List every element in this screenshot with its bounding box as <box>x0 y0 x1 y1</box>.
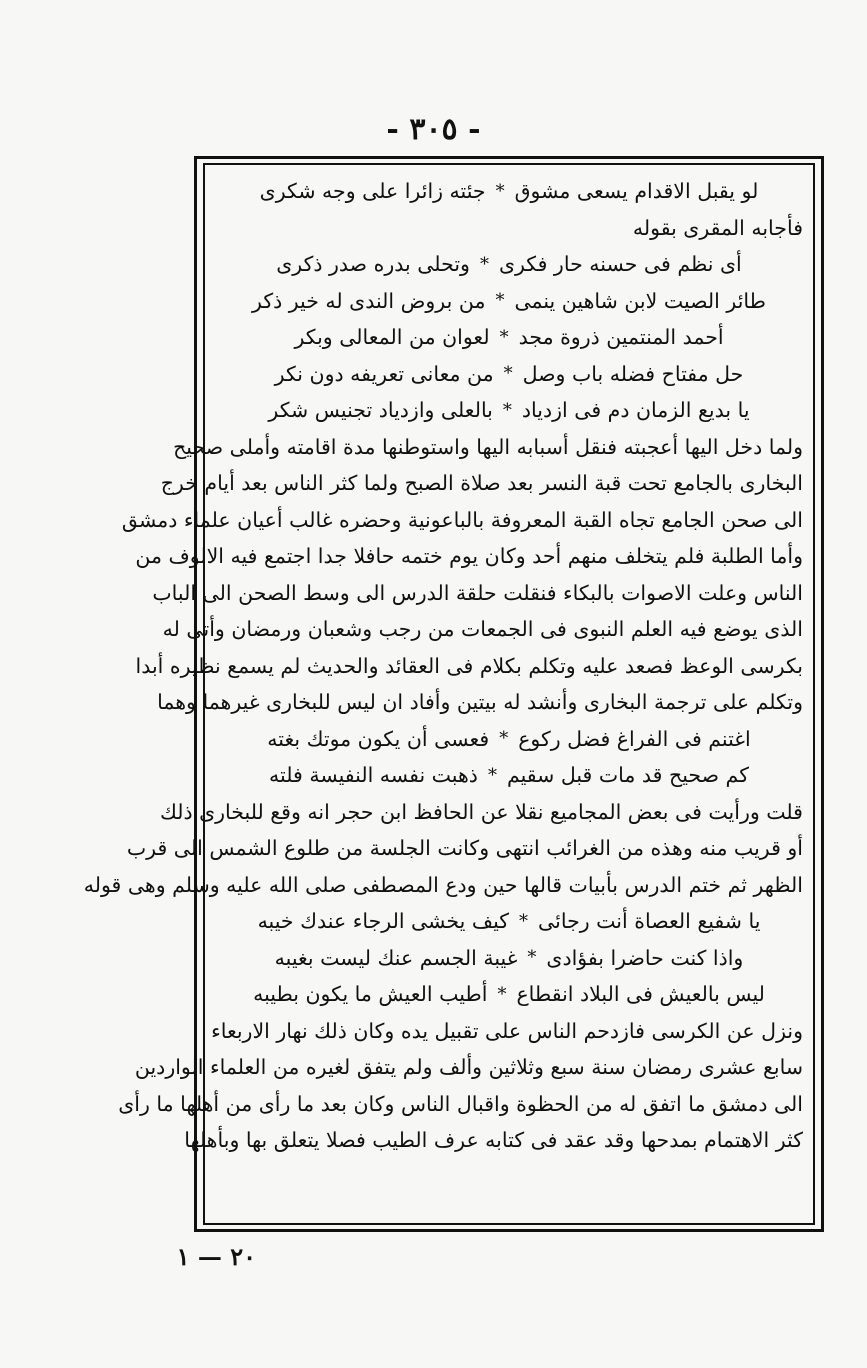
verse-line <box>215 940 803 977</box>
prose-line: كثر الاهتمام بمدحها وقد عقد فى كتابه عرف الطيب فصلا يتعلق بها وبأهلها <box>184 1128 803 1152</box>
verse-first-hemistich: لو يقبل الاقدام يسعى مشوق <box>514 179 759 204</box>
prose-line: بكرسى الوعظ فصعد عليه وتكلم بكلام فى العقائد والحديث لم يسمع نظيره أبدا <box>135 653 803 678</box>
verse-second-hemistich: وتحلى بدره صدر ذكرى <box>276 252 470 277</box>
prose-line: سابع عشرى رمضان سنة سبع وثلاثين وألف ولم يتفق لغيره من العلماء الواردين <box>134 1055 803 1079</box>
verse-second-hemistich: بالعلى وازدياد تجنيس شكر <box>268 398 493 423</box>
verse-separator-star: * <box>479 253 489 275</box>
verse-first-hemistich: حل مفتاح فضله باب وصل <box>522 361 744 386</box>
verse-second-hemistich: غيبة الجسم عنك ليست بغيبه <box>274 945 518 970</box>
verse-second-hemistich: ذهبت نفسه النفيسة فلته <box>269 763 478 788</box>
prose-line: وتكلم على ترجمة البخارى وأنشد له بيتين وأفاد ان ليس للبخارى غيرهما وهما <box>157 690 803 714</box>
page-number: - ٣٠٥ - <box>386 112 481 147</box>
prose-line: البخارى بالجامع تحت قبة النسر بعد صلاة الصبح ولما كثر الناس بعد أيام خرج <box>160 471 803 495</box>
prose-line: الى صحن الجامع تجاه القبة المعروفة بالباعونية وحضره غالب أعيان علماء دمشق <box>121 507 803 532</box>
verse-line <box>215 757 803 794</box>
verse-first-hemistich: كم صحيح قد مات قبل سقيم <box>506 763 749 788</box>
verse-line <box>215 903 803 940</box>
printer-signature-mark: ٢٠ — ١ <box>176 1242 256 1271</box>
verse-separator-star: * <box>527 947 537 969</box>
text-block <box>83 163 815 1225</box>
verse-separator-star: * <box>519 910 529 932</box>
verse-separator-star: * <box>497 983 507 1005</box>
verse-line <box>215 721 803 758</box>
verse-first-hemistich: يا شفيع العصاة أنت رجائى <box>538 909 761 934</box>
verse-line <box>215 392 803 429</box>
verse-first-hemistich: ليس بالعيش فى البلاد انقطاع <box>516 982 765 1007</box>
prose-line: الناس وعلت الاصوات بالبكاء فنقلت حلقة الدرس الى وسط الصحن الى الباب <box>152 580 803 605</box>
verse-second-hemistich: أطيب العيش ما يكون بطيبه <box>253 982 488 1007</box>
verse-second-hemistich: جئته زائرا على وجه شكرى <box>259 179 486 204</box>
prose-line: فأجابه المقرى بقوله <box>632 215 803 240</box>
prose-line: قلت ورأيت فى بعض المجاميع نقلا عن الحافظ ابن حجر انه وقع للبخارى ذلك <box>159 799 803 824</box>
prose-line: الذى يوضع فيه العلم النبوى فى الجمعات من رجب وشعبان ورمضان وأتى له <box>162 617 803 641</box>
verse-separator-star: * <box>495 290 505 312</box>
verse-separator-star: * <box>499 326 509 348</box>
verse-line <box>215 976 803 1013</box>
verse-line <box>215 246 803 283</box>
verse-second-hemistich: كيف يخشى الرجاء عندك خيبه <box>257 909 510 934</box>
verse-line <box>215 319 803 356</box>
verse-first-hemistich: واذا كنت حاضرا بفؤادى <box>546 945 744 970</box>
verse-separator-star: * <box>503 363 513 385</box>
verse-separator-star: * <box>502 399 512 421</box>
verse-separator-star: * <box>499 728 509 750</box>
verse-second-hemistich: فعسى أن يكون موتك بغته <box>267 726 490 751</box>
prose-line: ونزل عن الكرسى فازدحم الناس على تقبيل يده وكان ذلك نهار الاربعاء <box>211 1018 803 1043</box>
verse-first-hemistich: اغتنم فى الفراغ فضل ركوع <box>518 726 751 751</box>
verse-first-hemistich: أحمد المنتمين ذروة مجد <box>518 325 724 350</box>
prose-line: وأما الطلبة فلم يتخلف منهم أحد وكان يوم ختمه حافلا جدا اجتمع فيه الالوف من <box>135 544 803 568</box>
prose-line: الظهر ثم ختم الدرس بأبيات قالها حين ودع المصطفى صلى الله عليه وسلم وهى قوله <box>83 872 803 897</box>
verse-second-hemistich: من بروض الندى له خير ذكر <box>252 288 486 313</box>
verse-first-hemistich: يا بديع الزمان دم فى ازدياد <box>521 398 750 423</box>
prose-line: ولما دخل اليها أعجبته فنقل أسبابه اليها واستوطنها مدة اقامته وأملى صحيح <box>173 434 803 459</box>
verse-line <box>215 283 803 320</box>
verse-line <box>215 173 803 210</box>
verse-second-hemistich: من معانى تعريفه دون نكر <box>274 361 494 386</box>
verse-second-hemistich: لعوان من المعالى وبكر <box>294 325 490 350</box>
prose-line: الى دمشق ما اتفق له من الحظوة واقبال الناس وكان بعد ما رأى من أهلها ما رأى <box>118 1091 803 1116</box>
verse-first-hemistich: أى نظم فى حسنه حار فكرى <box>498 252 742 277</box>
verse-separator-star: * <box>487 764 497 786</box>
verse-line <box>215 356 803 393</box>
verse-separator-star: * <box>495 180 505 202</box>
verse-first-hemistich: طائر الصيت لابن شاهين ينمى <box>514 288 766 313</box>
prose-line: أو قريب منه وهذه من الغرائب انتهى وكانت الجلسة من طلوع الشمس الى قرب <box>126 836 803 860</box>
